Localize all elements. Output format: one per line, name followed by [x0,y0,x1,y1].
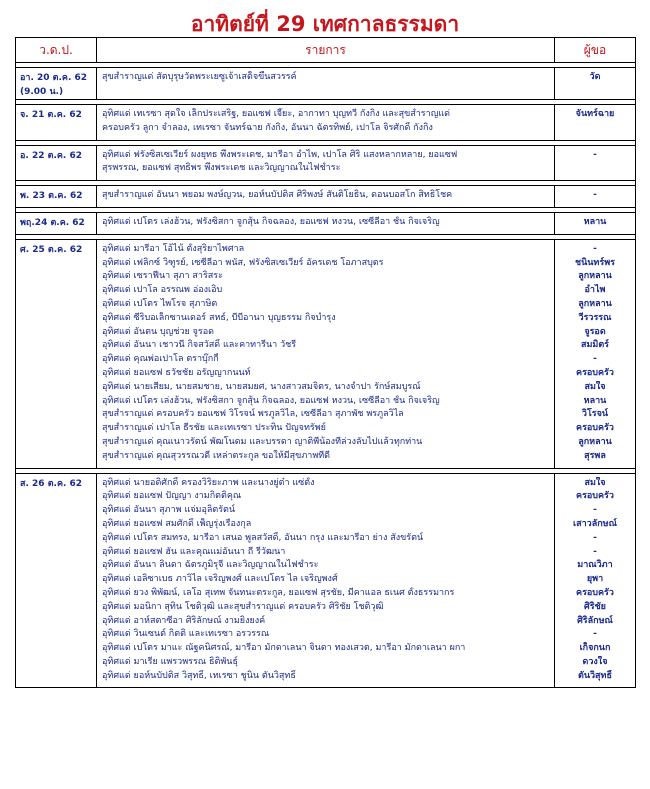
requester-name: ยุพา [586,574,604,585]
intention-line: อุทิศแด่ มารีอา โอ้ไน้ ตั้งสุริยาไพศาล [102,243,245,254]
intention-line: อุทิศแด่ เปาโล อรรณพ อ่องเอิบ [102,285,223,296]
requester-name [557,162,633,176]
intention-line: อุทิศแด่ อันนา เชาวนี กิจสวัสดิ์ และคาทารีนา วัชรี [102,340,297,351]
intention-line: อุทิศแด่ ยอแซฟ ฮัน และคุณแม่อันนา ถี รีวัฒนา [102,546,286,557]
intention-line: สุขสำราญแด่ ครอบครัว ยอแซฟ วิโรจน์ พรภูลวิไล, เซซีลีอา สุภาพัช พรภูลวิไล [102,409,404,420]
requester-name: ครอบครัว [576,367,614,378]
intention-line: อุทิศแด่ วินเซนต์ กิตติ และเทเรซา อรวรรณ [102,629,270,640]
intention-line: อุทิศแด่ ยอห์นบัปติส วิสุทธิ์, เทเรซา ชูนิน ตันวิสุทธิ์ [102,670,296,681]
requester-name: - [593,546,597,557]
requester-name: สมมิตร์ [580,340,610,351]
requester-name: ศิริลักษณ์ [577,615,613,626]
intention-line: สุขสำราญแด่ เปาโล ธีรชัย และเทเรซา ประทิน ปัญจทรัพย์ [102,423,326,434]
date-cell [16,105,97,141]
intention-line: อุทิศแด่ ซีริบอเล็กซานเดอร์ สหธ์, บีบีอานา บุญธรรม กิจบำรุง [102,312,336,323]
date-cell [16,473,97,688]
requester-cell [555,473,636,688]
items-cell [97,212,555,234]
requester-name: ชนินทร์พร [575,257,615,268]
requester-name: หลาน [583,395,607,406]
table-row [16,186,636,208]
items-cell [97,239,555,468]
intention-line: อุทิศแด่ อันนา ลินดา ฉัตรภูมิรุจี และวิญญาณในไฟชำระ [102,560,319,571]
requester-cell [555,239,636,468]
date-text: จ. 21 ต.ค. 62 [20,110,82,120]
requester-name: - [593,505,597,516]
requester-name: - [593,354,597,365]
intention-line: อุทิศแด่ ยวง พิพัฒน์, เลโอ สุเทพ จันทนะตระกูล, ยอแซฟ สุรชัย, มีคาแอล ธเนศ ตั้งธรรมากร [102,587,455,598]
requester-cell [555,105,636,141]
date-text: อ. 22 ต.ค. 62 [20,150,82,161]
requester-name: เก็จกนก [579,643,611,654]
intention-line: สุรพรรณ, ยอแซฟ สุทธิพร พึ่งพระเดช และวิญญาณในไฟชำระ [102,163,341,174]
requester-name: จันทร์ฉาย [575,109,615,119]
table-row [16,68,636,100]
table-row [16,473,636,688]
requester-name: วัด [589,72,601,82]
intention-line: อุทิศแด่ มาเรีย แพรวพรรณ ธิติพันธุ์ [102,656,238,667]
date-text: ส. 26 ต.ค. 62 [20,478,83,489]
requester-name: - [593,149,597,160]
requester-name: ตันวิสุทธิ์ [578,670,612,681]
intention-line: สุขสำราญแด่ อันนา พยอม พงษ์ญวน, ยอห์นบัปติส ศิริพงษ์ สันติโยธิน, ดอนบอสโก สิทธิโชค [102,190,453,201]
intention-line: อุทิศแด่ นายอดิศักดิ์ ครองวิริยะภาพ และนางยู่ต๋า แซ่ตั้ง [102,477,315,488]
intention-line: สุขสำราญแด่ คุณสุวรรณวดี เหล่าตระกูล ขอให้มีสุขภาพที่ดี [102,450,331,461]
intention-line: สุขสำราญแด่ สัตบุรุษวัดพระเยซูเจ้าเสด็จขึ้นสวรรค์ [102,72,297,82]
requester-name: อำไพ [584,285,606,296]
requester-cell [555,186,636,208]
intention-line: อุทิศแด่ เฟลิกซ์ วิฑูรย์, เซซีลีอา พนัส, ฟรังซิสเซเวียร์ อัครเดช โอภาสบุตร [102,257,384,268]
requester-name: - [593,629,597,640]
intention-line: อุทิศแด่ ยอแซฟ ธวัชชัย อรัญญากนนท์ [102,367,251,378]
requester-name: วิโรจน์ [581,409,609,420]
intention-line: อุทิศแด่ ยอแซฟ สมศักดิ์ เพ็ญรุ่งเรืองกุล [102,518,252,529]
table-row [16,145,636,181]
intention-line: อุทิศแด่ ฟรังซิสเซเวียร์ ผงยุทธ พึ่งพระเดช, มารีอา อำไพ, เปาโล ศิริ แสงหลากหลาย, ยอแซฟ [102,149,458,160]
page-title: อาทิตย์ที่ 29 เทศกาลธรรมดา [190,12,460,36]
intention-line: อุทิศแด่ คุณพ่อเปาโล ตราบุ๊กกี้ [102,354,219,365]
items-cell [97,473,555,688]
items-cell [97,145,555,181]
date-cell [16,186,97,208]
header-date: ว.ด.ป. [16,38,97,63]
requester-name: มาณวิภา [577,560,613,571]
intention-line: อุทิศแด่ อาห์สตาซีอา ศิริลักษณ์ งามยิ่งยงค์ [102,615,266,626]
requester-name: ศิริชัย [584,601,606,612]
requester-name: วีรวรรณ [578,312,612,323]
requester-name: ดวงใจ [582,656,608,667]
requester-name: จูรอด [584,326,606,337]
requester-name: - [593,190,597,201]
intention-line: อุทิศแด่ เทเรซา สุดใจ เล็กประเสริฐ, ยอแซฟ เจี๊ยะ, อากาทา บุญทวี กังกิ่ง และสุขสำราญแด่ [102,109,451,119]
requester-name: - [593,532,597,543]
requester-name [557,122,633,136]
date-time-text: (9.00 น.) [20,87,64,97]
table-header-row [16,38,636,63]
mass-intention-table [15,37,636,688]
date-cell [16,212,97,234]
intention-line: ครอบครัว ลูกา จำลอง, เทเรซา จันทร์ฉาย กังกิ่ง, อันนา ฉัตรทิพย์, เปาโล จิรศักดิ์ กังกิ่ง [102,122,433,133]
requester-name: สมใจ [584,381,606,392]
requester-name: เสาวลักษณ์ [573,518,617,529]
intention-line: อุทิศแด่ เซราฟีนา สุภา สาริสระ [102,271,223,282]
intention-line: อุทิศแด่ เปโตร เล่งฮ้วน, ฟรังซิสกา จูกสุ้น กิจฉลอง, ยอแซฟ หงวน, เซซีลีอา ชั้น กิจเจริญ [102,395,440,406]
requester-name: สมใจ [584,477,606,488]
date-text: อา. 20 ต.ค. 62 [20,73,88,83]
intention-line: อุทิศแด่ อันตน บุญช่วย จูรอด [102,326,215,337]
requester-cell [555,145,636,181]
requester-name: หลาน [583,216,607,227]
items-cell [97,68,555,100]
table-row [16,239,636,468]
intention-line: อุทิศแด่ อันนา สุภาพ แจ่มอุลิตรัตน์ [102,505,236,516]
header-requester: ผู้ขอ [555,38,636,63]
requester-name: สุรพล [584,450,606,461]
items-cell [97,105,555,141]
date-text: ศ. 25 ต.ค. 62 [20,244,83,255]
table-row [16,105,636,141]
table-row [16,212,636,234]
intention-line: อุทิศแด่ เอลิซาเบธ ภาวิไล เจริญพงศ์ และเปโตร ไล เจริญพงศ์ [102,574,338,585]
date-cell [16,145,97,181]
intention-line: อุทิศแด่ เปโตร ไพโรจ สุภาษิต [102,298,218,309]
requester-cell [555,68,636,100]
table-body [16,63,636,688]
requester-name: ลูกหลาน [578,298,612,309]
requester-name: ลูกหลาน [578,271,612,282]
date-cell [16,68,97,100]
requester-name: ครอบครัว [576,491,614,502]
intention-line: สุขสำราญแด่ คุณเนาวรัตน์ พัฒโนดม และบรรดา ญาติพี่น้องที่ล่วงลับไปแล้วทุกท่าน [102,436,423,447]
intention-line: อุทิศแด่ เปโตร มาแะ ณัฐคนิศรณ์, มารีอา มักดาเลนา จินดา ทองเสวต, มารีอา มักดาเลนา ผกา [102,643,466,654]
date-cell [16,239,97,468]
requester-name: ลูกหลาน [578,436,612,447]
requester-name: ครอบครัว [576,423,614,434]
intention-line: อุทิศแด่ เปโตร สมทรง, มารีอา เสนอ พูลสวัสดิ์, อันนา กรุง และมารีอา ย่าง สังขรัตน์ [102,532,424,543]
date-text: พฤ.24 ต.ค. 62 [20,217,85,228]
intention-line: อุทิศแด่ เปโตร เล่งฮ้วน, ฟรังซิสกา จูกสุ้น กิจฉลอง, ยอแซฟ หงวน, เซซีลีอา ชั้น กิจเจริญ [102,216,440,227]
intention-line: อุทิศแด่ นายเสียม, นายสมชาย, นายสมยศ, นางสาวสมจิตร, นางจำปา รักษ์สมบูรณ์ [102,381,421,392]
items-cell [97,186,555,208]
date-text: พ. 23 ต.ค. 62 [20,191,83,202]
intention-line: อุทิศแด่ ยอแซฟ ปัญญา งามกิตติคุณ [102,491,242,502]
intention-line: อุทิศแด่ มอนิกา สุทิน โชติวุฒิ และสุขสำราญแด่ ครอบครัว ศิริชัย โชติวุฒิ [102,601,384,612]
requester-name: ครอบครัว [576,587,614,598]
header-items: รายการ [97,38,555,63]
requester-name: - [593,243,597,254]
requester-cell [555,212,636,234]
